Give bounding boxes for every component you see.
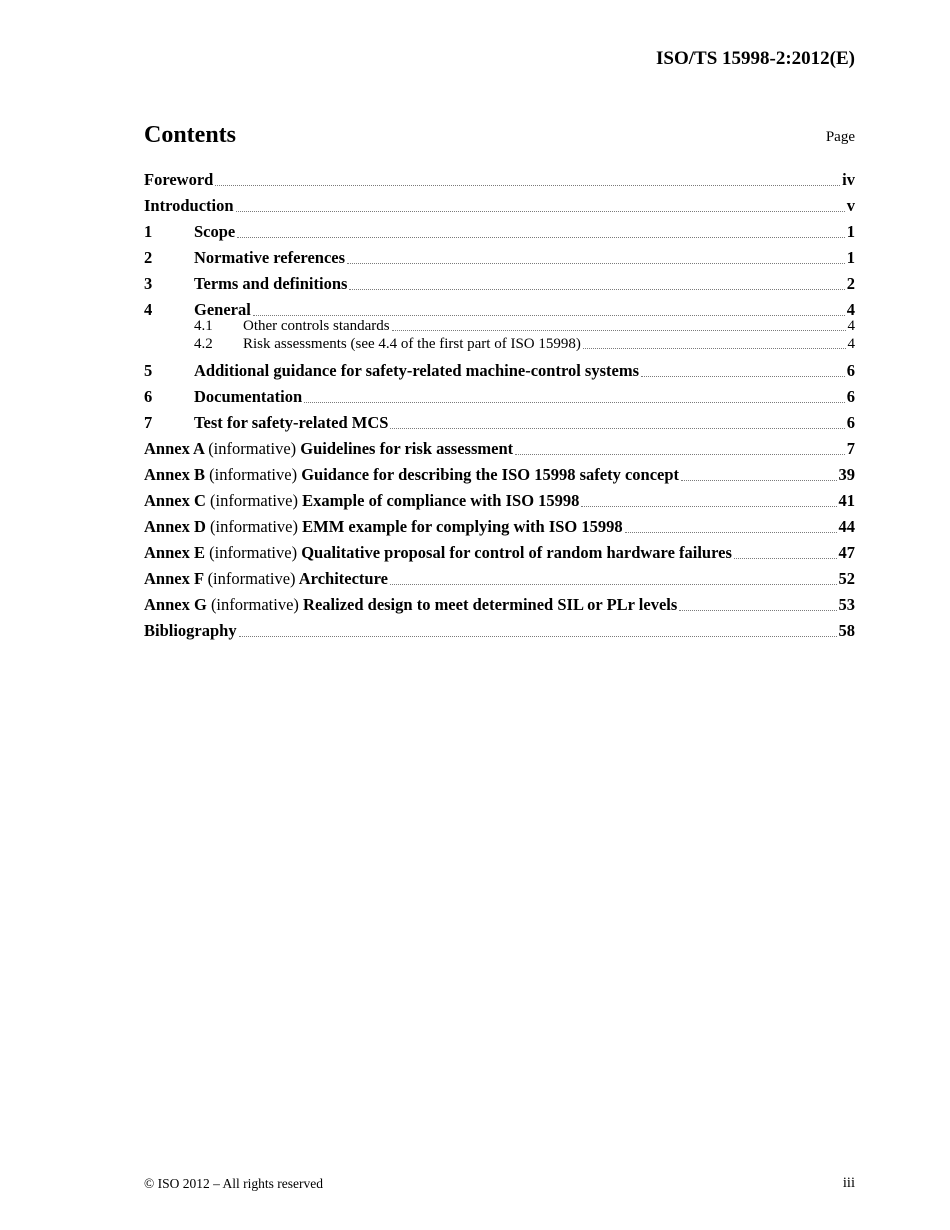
- footer-page-number: iii: [842, 1175, 855, 1191]
- toc-entry-title: Architecture: [298, 569, 388, 588]
- toc-annex-text: [144, 566, 388, 592]
- dot-leader: [236, 211, 845, 212]
- toc-entry-title: Realized design to meet determined SIL or PLr levels: [303, 595, 678, 614]
- toc-entry-title: General: [194, 300, 251, 319]
- dot-leader: [679, 610, 836, 611]
- toc-entry-title: Introduction: [144, 196, 234, 215]
- toc-entry-page: 7: [846, 439, 855, 458]
- toc-subentry-page: 4: [847, 336, 855, 352]
- toc-entry-number: 5: [144, 361, 153, 380]
- toc-subentry-4-2[interactable]: [194, 335, 855, 353]
- toc-entry-clause-1[interactable]: [144, 219, 855, 245]
- toc-annex-text: [144, 514, 623, 540]
- toc-entry-number: 1: [144, 222, 153, 241]
- toc-entry-annex-b[interactable]: [144, 462, 855, 488]
- toc-entry-title: Normative references: [194, 248, 346, 267]
- toc-entry-page: 6: [846, 413, 855, 432]
- toc-entry-foreword[interactable]: [144, 167, 855, 193]
- annex-label: Annex G: [144, 595, 207, 614]
- toc-entry-title: Additional guidance for safety-related machine-control systems: [194, 361, 640, 380]
- dot-leader: [215, 185, 840, 186]
- dot-leader: [581, 506, 836, 507]
- toc-entry-title: EMM example for complying with ISO 15998: [302, 517, 623, 536]
- toc-entry-page: 6: [846, 361, 855, 380]
- toc-subentry-title: Other controls standards: [243, 318, 390, 334]
- toc-annex-text: [144, 488, 579, 514]
- annex-label: Annex B: [144, 465, 205, 484]
- toc-entry-clause-3[interactable]: [144, 271, 855, 297]
- toc-entry-page: 44: [838, 517, 855, 536]
- toc-annex-text: [144, 592, 677, 618]
- toc-entry-clause-6[interactable]: [144, 384, 855, 410]
- dot-leader: [237, 237, 845, 238]
- toc-entry-title: Documentation: [194, 387, 303, 406]
- dot-leader: [390, 584, 837, 585]
- annex-status: (informative): [210, 517, 298, 536]
- dot-leader: [390, 428, 844, 429]
- toc-entry-page: 53: [838, 595, 855, 614]
- toc-entry-annex-f[interactable]: [144, 566, 855, 592]
- toc-entry-page: 52: [838, 569, 855, 588]
- toc-entry-page: 2: [846, 274, 855, 293]
- dot-leader: [641, 376, 845, 377]
- dot-leader: [349, 289, 844, 290]
- toc-entry-introduction[interactable]: [144, 193, 855, 219]
- annex-status: (informative): [207, 569, 296, 588]
- toc-entry-number: 7: [144, 413, 153, 432]
- dot-leader: [681, 480, 836, 481]
- toc-entry-page: 47: [838, 543, 855, 562]
- toc-entry-annex-e[interactable]: [144, 540, 855, 566]
- annex-label: Annex F: [144, 569, 204, 588]
- annex-status: (informative): [209, 543, 298, 562]
- toc-entry-page: 6: [846, 387, 855, 406]
- toc-entry-number: 2: [144, 248, 153, 267]
- dot-leader: [239, 636, 837, 637]
- annex-label: Annex E: [144, 543, 205, 562]
- toc-entry-page: 1: [846, 248, 855, 267]
- toc-subentry-number: 4.2: [194, 336, 213, 352]
- toc-entry-annex-a[interactable]: [144, 436, 855, 462]
- toc-entry-number: 4: [144, 300, 153, 319]
- dot-leader: [583, 348, 846, 349]
- toc-entry-annex-d[interactable]: [144, 514, 855, 540]
- toc-entry-annex-c[interactable]: [144, 488, 855, 514]
- toc-annex-text: [144, 436, 513, 462]
- document-id-header: ISO/TS 15998-2:2012(E): [656, 48, 855, 69]
- toc-entry-title: Guidance for describing the ISO 15998 safety concept: [301, 465, 680, 484]
- dot-leader: [625, 532, 837, 533]
- toc-entry-page: 4: [846, 300, 855, 319]
- toc-annex-text: [144, 540, 732, 566]
- toc-entry-page: 1: [846, 222, 855, 241]
- dot-leader: [253, 315, 845, 316]
- toc-entry-title: Example of compliance with ISO 15998: [302, 491, 580, 510]
- toc-entry-number: 3: [144, 274, 153, 293]
- toc-entry-title: Qualitative proposal for control of random hardware failures: [301, 543, 732, 562]
- page-column-label: Page: [825, 129, 855, 145]
- toc-entry-page: 58: [838, 621, 855, 640]
- toc-entry-clause-2[interactable]: [144, 245, 855, 271]
- toc-entry-clause-7[interactable]: [144, 410, 855, 436]
- toc-entry-annex-g[interactable]: [144, 592, 855, 618]
- annex-status: (informative): [209, 465, 298, 484]
- toc-annex-text: [144, 462, 679, 488]
- annex-status: (informative): [208, 439, 297, 458]
- toc-subentry-4-1[interactable]: [194, 317, 855, 335]
- toc-subentries: [194, 317, 855, 353]
- toc-entry-number: 6: [144, 387, 153, 406]
- toc-entry-page: 39: [838, 465, 855, 484]
- dot-leader: [347, 263, 845, 264]
- toc-entry-page: iv: [842, 170, 855, 189]
- toc-entry-title: Guidelines for risk assessment: [300, 439, 514, 458]
- toc-entry-title: Test for safety-related MCS: [194, 413, 389, 432]
- annex-label: Annex A: [144, 439, 205, 458]
- toc-entry-title: Foreword: [144, 170, 214, 189]
- table-of-contents: [144, 167, 855, 644]
- dot-leader: [734, 558, 837, 559]
- toc-subentry-number: 4.1: [194, 318, 213, 334]
- footer-copyright: © ISO 2012 – All rights reserved: [144, 1176, 323, 1191]
- toc-entry-clause-5[interactable]: [144, 358, 855, 384]
- toc-subentry-title: Risk assessments (see 4.4 of the first part of ISO 15998): [243, 336, 581, 352]
- toc-subentry-page: 4: [847, 318, 855, 334]
- toc-entry-page: v: [846, 196, 855, 215]
- annex-label: Annex C: [144, 491, 206, 510]
- toc-entry-title: Scope: [194, 222, 236, 241]
- annex-label: Annex D: [144, 517, 206, 536]
- toc-entry-bibliography[interactable]: [144, 618, 855, 644]
- contents-heading: Contents: [144, 122, 237, 148]
- toc-entry-title: Bibliography: [144, 621, 237, 640]
- dot-leader: [515, 454, 845, 455]
- toc-entry-page: 41: [838, 491, 855, 510]
- toc-entry-title: Terms and definitions: [194, 274, 348, 293]
- dot-leader: [392, 330, 846, 331]
- annex-status: (informative): [210, 595, 299, 614]
- dot-leader: [304, 402, 845, 403]
- annex-status: (informative): [210, 491, 298, 510]
